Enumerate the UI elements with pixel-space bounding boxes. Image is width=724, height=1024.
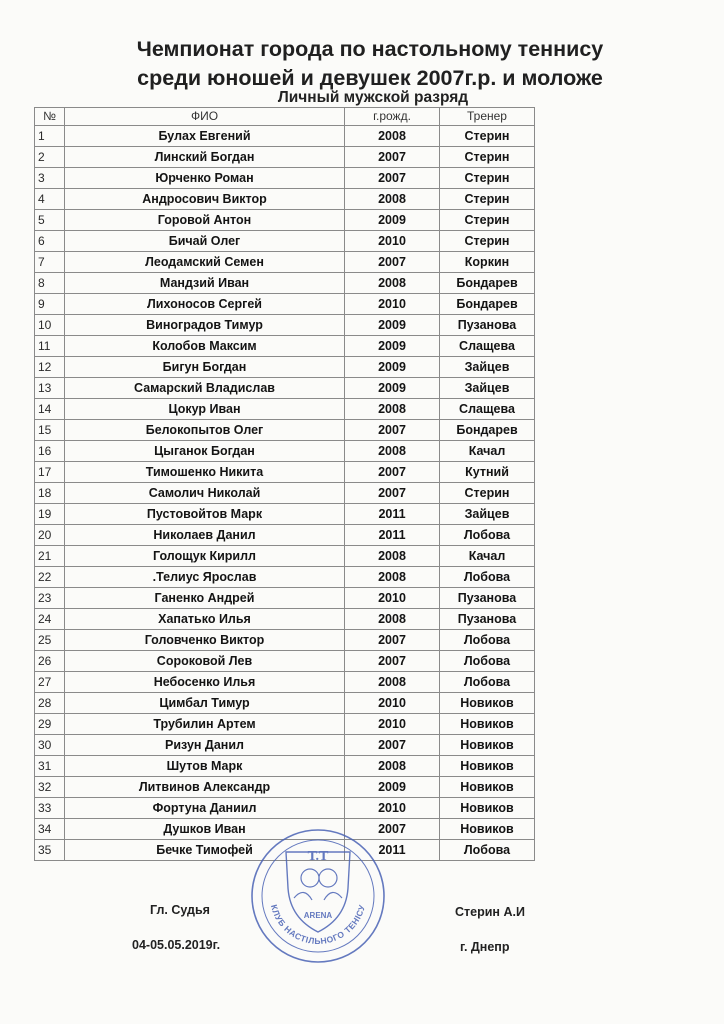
row-number: 23 xyxy=(35,588,65,609)
athlete-name: Тимошенко Никита xyxy=(65,462,345,483)
results-table xyxy=(34,107,535,861)
athlete-name: Пустовойтов Марк xyxy=(65,504,345,525)
table-row xyxy=(35,546,535,567)
table-row xyxy=(35,252,535,273)
birth-year: 2009 xyxy=(345,378,440,399)
birth-year: 2007 xyxy=(345,630,440,651)
event-city: г. Днепр xyxy=(460,940,510,954)
athlete-name: Самарский Владислав xyxy=(65,378,345,399)
table-row xyxy=(35,441,535,462)
table-row xyxy=(35,714,535,735)
birth-year: 2011 xyxy=(345,504,440,525)
table-row xyxy=(35,273,535,294)
row-number: 11 xyxy=(35,336,65,357)
athlete-name: Цокур Иван xyxy=(65,399,345,420)
table-row xyxy=(35,231,535,252)
table-row xyxy=(35,126,535,147)
row-number: 29 xyxy=(35,714,65,735)
coach-name: Новиков xyxy=(440,735,535,756)
birth-year: 2008 xyxy=(345,756,440,777)
birth-year: 2011 xyxy=(345,525,440,546)
coach-name: Слащева xyxy=(440,336,535,357)
athlete-name: Душков Иван xyxy=(65,819,345,840)
coach-name: Лобова xyxy=(440,567,535,588)
coach-name: Стерин xyxy=(440,147,535,168)
athlete-name: Колобов Максим xyxy=(65,336,345,357)
coach-name: Стерин xyxy=(440,126,535,147)
coach-name: Бондарев xyxy=(440,294,535,315)
row-number: 4 xyxy=(35,189,65,210)
birth-year: 2008 xyxy=(345,441,440,462)
table-row xyxy=(35,462,535,483)
stamp-paddle-icon xyxy=(301,869,319,887)
athlete-name: Горовой Антон xyxy=(65,210,345,231)
birth-year: 2008 xyxy=(345,126,440,147)
birth-year: 2010 xyxy=(345,798,440,819)
row-number: 3 xyxy=(35,168,65,189)
birth-year: 2008 xyxy=(345,609,440,630)
birth-year: 2007 xyxy=(345,420,440,441)
athlete-name: Фортуна Даниил xyxy=(65,798,345,819)
coach-name: Новиков xyxy=(440,777,535,798)
coach-name: Коркин xyxy=(440,252,535,273)
athlete-name: Булах Евгений xyxy=(65,126,345,147)
header-birth-year: г.рожд. xyxy=(345,108,440,126)
athlete-name: Небосенко Илья xyxy=(65,672,345,693)
coach-name: Лобова xyxy=(440,525,535,546)
coach-name: Качал xyxy=(440,546,535,567)
row-number: 7 xyxy=(35,252,65,273)
row-number: 1 xyxy=(35,126,65,147)
stamp-initials: Т.Т xyxy=(307,849,329,864)
row-number: 31 xyxy=(35,756,65,777)
birth-year: 2010 xyxy=(345,693,440,714)
coach-name: Бондарев xyxy=(440,273,535,294)
athlete-name: Андросович Виктор xyxy=(65,189,345,210)
row-number: 21 xyxy=(35,546,65,567)
coach-name: Лобова xyxy=(440,630,535,651)
chief-judge-name: Стерин А.И xyxy=(455,905,525,919)
table-row xyxy=(35,189,535,210)
table-row xyxy=(35,147,535,168)
row-number: 35 xyxy=(35,840,65,861)
athlete-name: Мандзий Иван xyxy=(65,273,345,294)
table-row xyxy=(35,609,535,630)
stamp-club-name: ARENA xyxy=(303,911,333,920)
table-row xyxy=(35,588,535,609)
club-stamp xyxy=(248,826,388,966)
birth-year: 2008 xyxy=(345,672,440,693)
stamp-paddle-icon-2 xyxy=(319,869,337,887)
document-title-line2: среди юношей и девушек 2007г.р. и моложе xyxy=(137,66,603,90)
coach-name: Лобова xyxy=(440,651,535,672)
coach-name: Стерин xyxy=(440,189,535,210)
stamp-shield-icon xyxy=(286,852,350,932)
birth-year: 2007 xyxy=(345,168,440,189)
row-number: 15 xyxy=(35,420,65,441)
row-number: 10 xyxy=(35,315,65,336)
athlete-name: Шутов Марк xyxy=(65,756,345,777)
row-number: 32 xyxy=(35,777,65,798)
athlete-name: Цыганок Богдан xyxy=(65,441,345,462)
athlete-name: Лихоносов Сергей xyxy=(65,294,345,315)
row-number: 2 xyxy=(35,147,65,168)
document-subtitle: Личный мужской разряд xyxy=(277,89,469,106)
coach-name: Пузанова xyxy=(440,315,535,336)
header-name: ФИО xyxy=(65,108,345,126)
row-number: 16 xyxy=(35,441,65,462)
table-row xyxy=(35,210,535,231)
row-number: 20 xyxy=(35,525,65,546)
coach-name: Зайцев xyxy=(440,357,535,378)
table-row xyxy=(35,168,535,189)
athlete-name: Николаев Данил xyxy=(65,525,345,546)
athlete-name: Бигун Богдан xyxy=(65,357,345,378)
row-number: 13 xyxy=(35,378,65,399)
athlete-name: Голощук Кирилл xyxy=(65,546,345,567)
header-number: № xyxy=(35,108,65,126)
athlete-name: Белокопытов Олег xyxy=(65,420,345,441)
row-number: 14 xyxy=(35,399,65,420)
athlete-name: Сороковой Лев xyxy=(65,651,345,672)
table-row xyxy=(35,798,535,819)
row-number: 8 xyxy=(35,273,65,294)
row-number: 34 xyxy=(35,819,65,840)
coach-name: Бондарев xyxy=(440,420,535,441)
birth-year: 2009 xyxy=(345,357,440,378)
coach-name: Качал xyxy=(440,441,535,462)
athlete-name: Литвинов Александр xyxy=(65,777,345,798)
coach-name: Стерин xyxy=(440,231,535,252)
table-row xyxy=(35,735,535,756)
birth-year: 2008 xyxy=(345,273,440,294)
table-row xyxy=(35,693,535,714)
row-number: 9 xyxy=(35,294,65,315)
athlete-name: Юрченко Роман xyxy=(65,168,345,189)
birth-year: 2010 xyxy=(345,231,440,252)
athlete-name: Цимбал Тимур xyxy=(65,693,345,714)
table-row xyxy=(35,357,535,378)
row-number: 30 xyxy=(35,735,65,756)
chief-judge-label: Гл. Судья xyxy=(150,903,210,917)
birth-year: 2007 xyxy=(345,651,440,672)
birth-year: 2009 xyxy=(345,777,440,798)
row-number: 22 xyxy=(35,567,65,588)
table-row xyxy=(35,315,535,336)
birth-year: 2009 xyxy=(345,336,440,357)
row-number: 33 xyxy=(35,798,65,819)
table-row xyxy=(35,420,535,441)
event-date: 04-05.05.2019г. xyxy=(132,938,221,952)
coach-name: Пузанова xyxy=(440,609,535,630)
coach-name: Стерин xyxy=(440,210,535,231)
row-number: 24 xyxy=(35,609,65,630)
birth-year: 2007 xyxy=(345,819,440,840)
birth-year: 2007 xyxy=(345,462,440,483)
birth-year: 2010 xyxy=(345,588,440,609)
table-row xyxy=(35,483,535,504)
row-number: 12 xyxy=(35,357,65,378)
row-number: 26 xyxy=(35,651,65,672)
athlete-name: Леодамский Семен xyxy=(65,252,345,273)
table-row xyxy=(35,378,535,399)
athlete-name: Ганенко Андрей xyxy=(65,588,345,609)
coach-name: Пузанова xyxy=(440,588,535,609)
table-row xyxy=(35,567,535,588)
birth-year: 2007 xyxy=(345,483,440,504)
coach-name: Новиков xyxy=(440,798,535,819)
athlete-name: Бечке Тимофей xyxy=(65,840,345,861)
table-row xyxy=(35,504,535,525)
row-number: 25 xyxy=(35,630,65,651)
coach-name: Зайцев xyxy=(440,504,535,525)
table-row xyxy=(35,630,535,651)
table-row xyxy=(35,756,535,777)
coach-name: Лобова xyxy=(440,672,535,693)
athlete-name: Линский Богдан xyxy=(65,147,345,168)
athlete-name: Головченко Виктор xyxy=(65,630,345,651)
coach-name: Слащева xyxy=(440,399,535,420)
table-row xyxy=(35,336,535,357)
coach-name: Зайцев xyxy=(440,378,535,399)
coach-name: Новиков xyxy=(440,714,535,735)
table-row xyxy=(35,399,535,420)
athlete-name: .Телиус Ярослав xyxy=(65,567,345,588)
table-header-row xyxy=(35,108,535,126)
row-number: 28 xyxy=(35,693,65,714)
row-number: 6 xyxy=(35,231,65,252)
athlete-name: Хапатько Илья xyxy=(65,609,345,630)
athlete-name: Бичай Олег xyxy=(65,231,345,252)
birth-year: 2007 xyxy=(345,147,440,168)
birth-year: 2007 xyxy=(345,252,440,273)
stamp-ring-textpath: КЛУБ НАСТІЛЬНОГО ТЕНІСУ xyxy=(268,903,368,947)
coach-name: Стерин xyxy=(440,168,535,189)
athlete-name: Трубилин Артем xyxy=(65,714,345,735)
table-row xyxy=(35,651,535,672)
table-row xyxy=(35,777,535,798)
birth-year: 2011 xyxy=(345,840,440,861)
birth-year: 2010 xyxy=(345,294,440,315)
coach-name: Новиков xyxy=(440,756,535,777)
birth-year: 2009 xyxy=(345,315,440,336)
row-number: 27 xyxy=(35,672,65,693)
coach-name: Новиков xyxy=(440,693,535,714)
athlete-name: Виноградов Тимур xyxy=(65,315,345,336)
coach-name: Лобова xyxy=(440,840,535,861)
birth-year: 2008 xyxy=(345,546,440,567)
birth-year: 2010 xyxy=(345,714,440,735)
table-row xyxy=(35,525,535,546)
row-number: 5 xyxy=(35,210,65,231)
athlete-name: Ризун Данил xyxy=(65,735,345,756)
header-coach: Тренер xyxy=(440,108,535,126)
row-number: 19 xyxy=(35,504,65,525)
document-title-line1: Чемпионат города по настольному теннису xyxy=(136,37,604,61)
birth-year: 2007 xyxy=(345,735,440,756)
birth-year: 2008 xyxy=(345,189,440,210)
coach-name: Кутний xyxy=(440,462,535,483)
row-number: 18 xyxy=(35,483,65,504)
table-row xyxy=(35,294,535,315)
coach-name: Новиков xyxy=(440,819,535,840)
table-row xyxy=(35,672,535,693)
birth-year: 2009 xyxy=(345,210,440,231)
athlete-name: Самолич Николай xyxy=(65,483,345,504)
stamp-laurel-icon xyxy=(294,892,342,900)
birth-year: 2008 xyxy=(345,567,440,588)
row-number: 17 xyxy=(35,462,65,483)
birth-year: 2008 xyxy=(345,399,440,420)
coach-name: Стерин xyxy=(440,483,535,504)
